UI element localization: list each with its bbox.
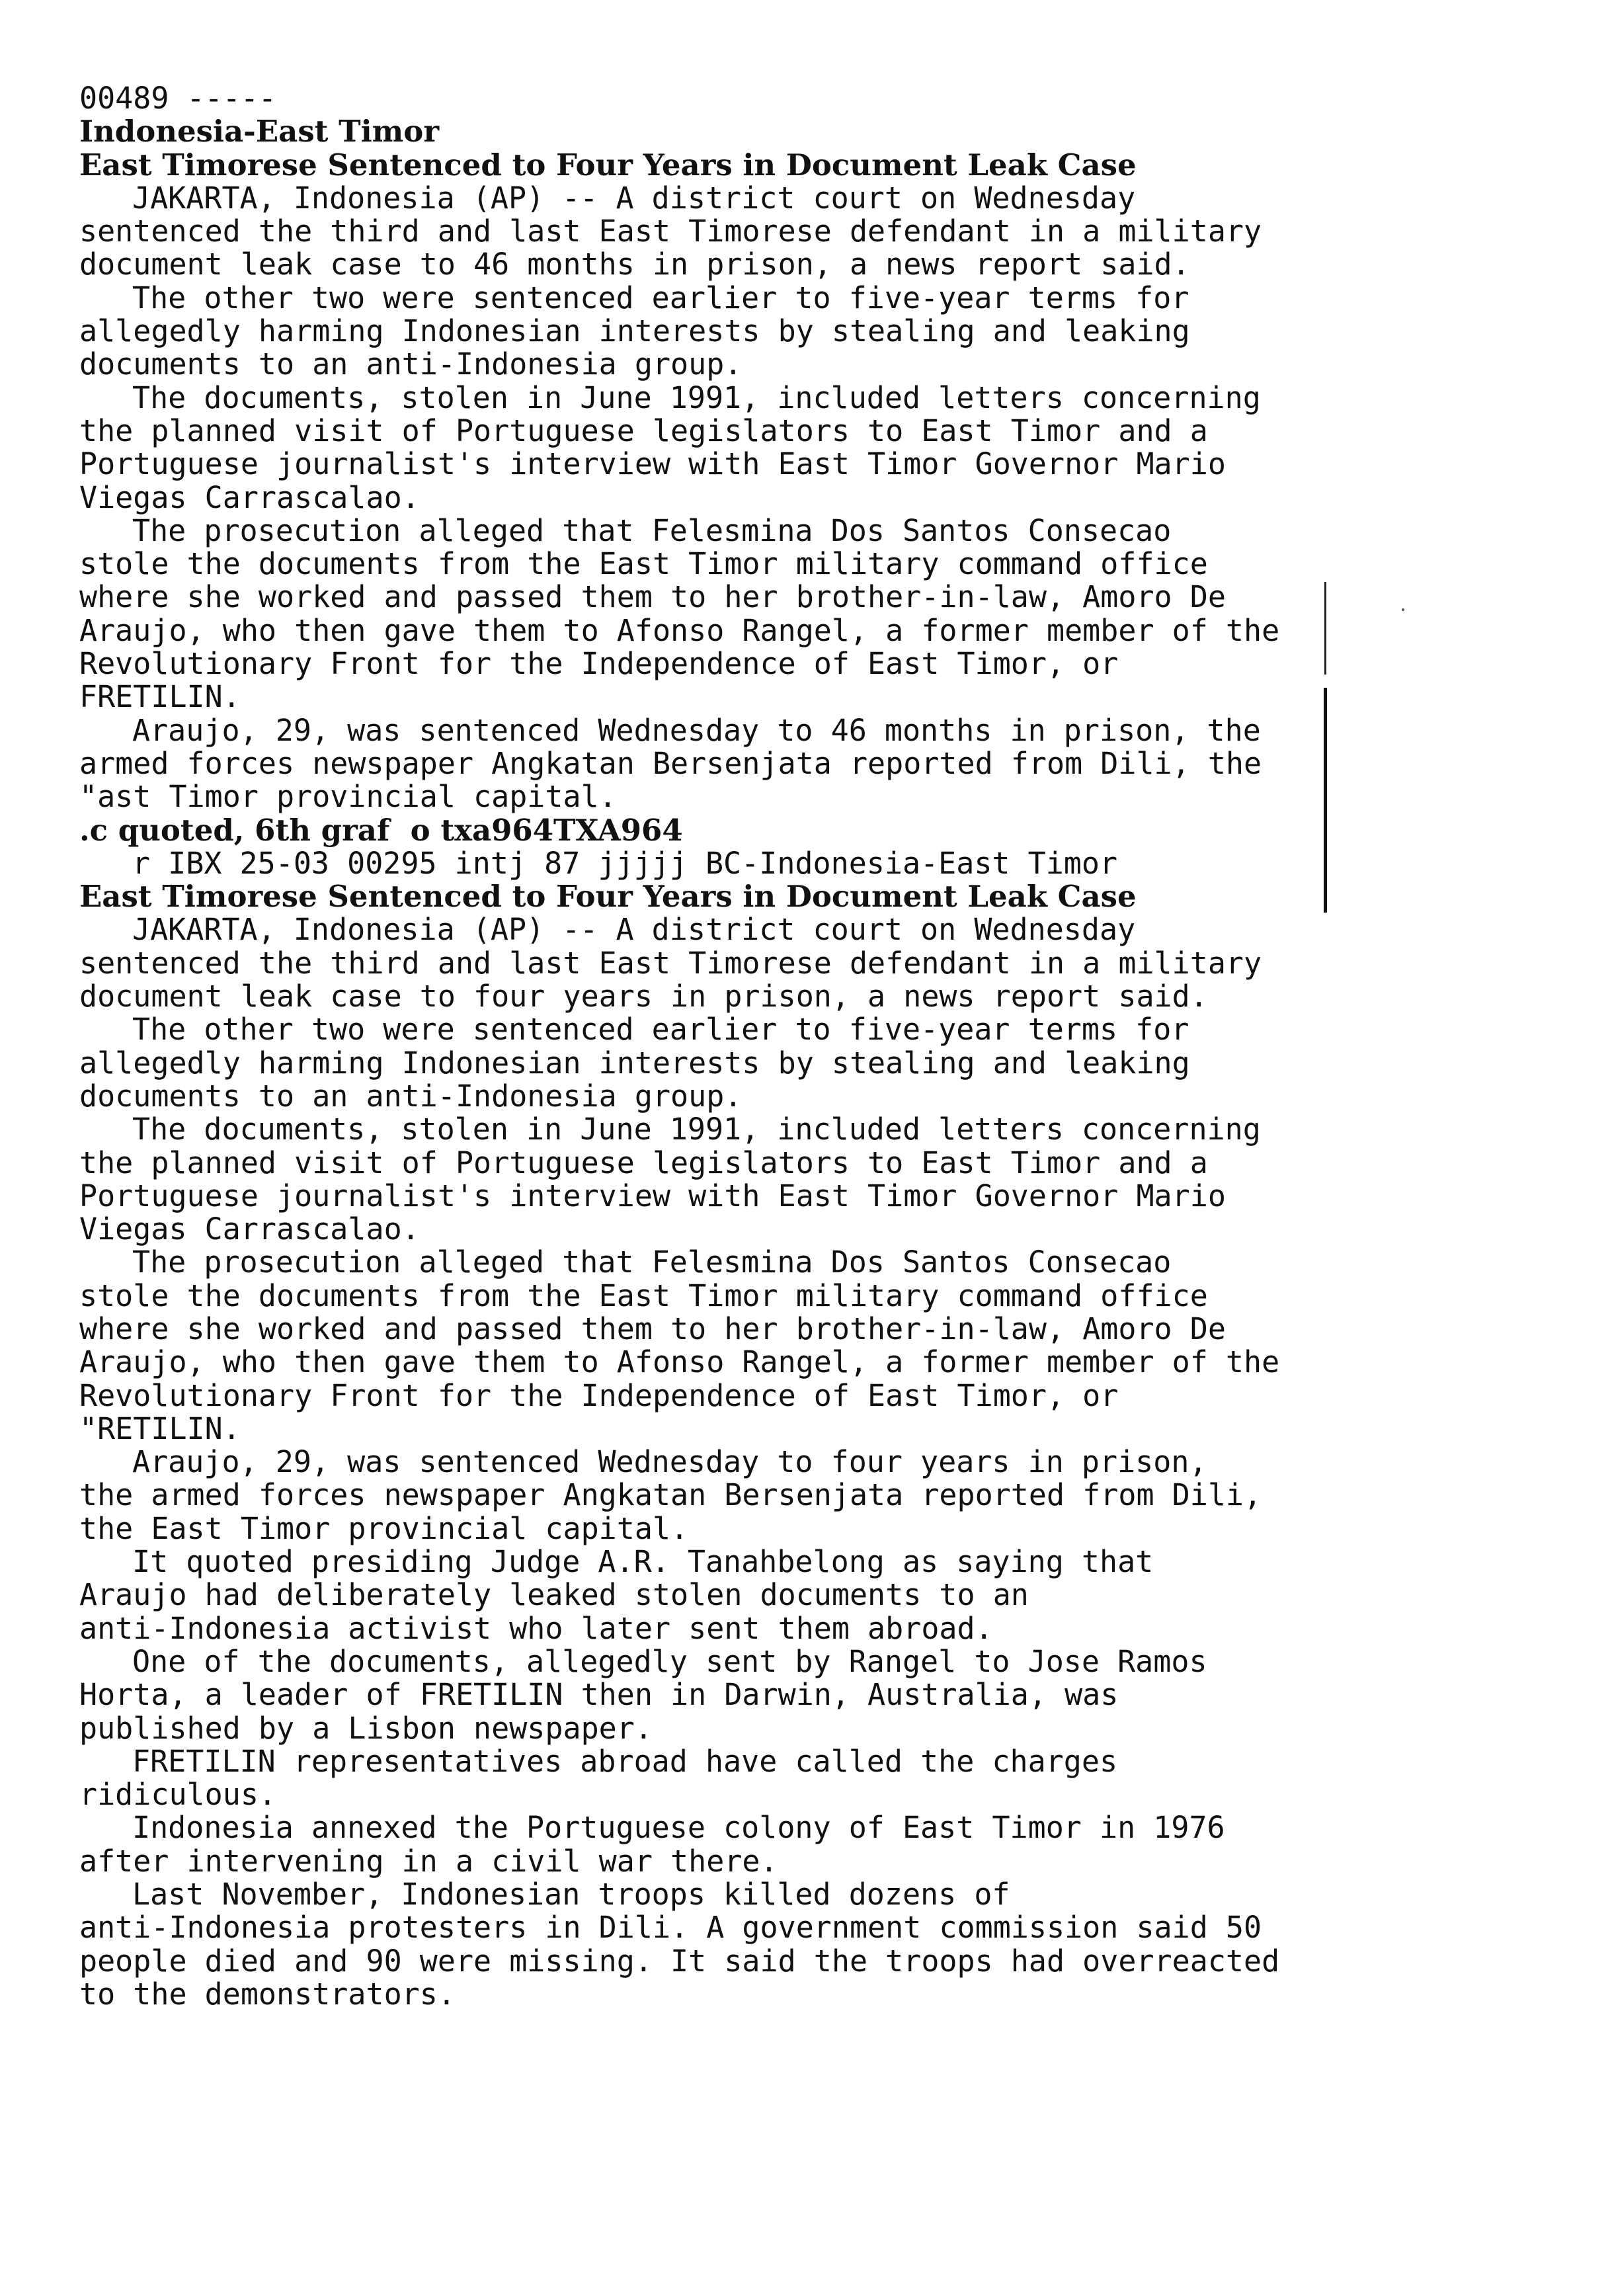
text-line: One of the documents, allegedly sent by Rangel to Jose Ramos (132, 1643, 1207, 1679)
margin-speck (1402, 608, 1404, 611)
text-line: FRETILIN. (79, 679, 241, 715)
text-line: It quoted presiding Judge A.R. Tanahbelong as saying that (132, 1544, 1154, 1580)
text-line: anti-Indonesia protesters in Dili. A government commission said 50 (79, 1910, 1262, 1946)
heading-line: Indonesia-East Timor (79, 114, 440, 149)
text-line: the armed forces newspaper Angkatan Bersenjata reported from Dili, (79, 1477, 1262, 1513)
text-line: Portuguese journalist's interview with East Timor Governor Mario (79, 446, 1226, 482)
text-line: the planned visit of Portuguese legislators to East Timor and a (79, 1145, 1208, 1180)
text-line: document leak case to four years in prison, a news report said. (79, 979, 1208, 1014)
text-line: Horta, a leader of FRETILIN then in Darwin, Australia, was (79, 1677, 1119, 1713)
text-line: the planned visit of Portuguese legislators to East Timor and a (79, 413, 1208, 448)
text-line: Last November, Indonesian troops killed dozens of (132, 1877, 1010, 1912)
text-line: the East Timor provincial capital. (79, 1510, 689, 1546)
text-line: stole the documents from the East Timor military command office (79, 1278, 1208, 1313)
text-line: FRETILIN representatives abroad have called the charges (132, 1743, 1118, 1779)
text-line: "RETILIN. (79, 1411, 241, 1446)
text-line: Araujo, who then gave them to Afonso Rangel, a former member of the (79, 1344, 1280, 1380)
text-line: ridiculous. (79, 1777, 277, 1813)
text-line: The other two were sentenced earlier to five-year terms for (132, 1012, 1189, 1047)
text-line: The prosecution alleged that Felesmina Dos Santos Consecao (132, 1245, 1172, 1280)
text-line: The documents, stolen in June 1991, included letters concerning (132, 380, 1261, 415)
heading-line: East Timorese Sentenced to Four Years in Document Leak Case (79, 879, 1137, 915)
text-line: published by a Lisbon newspaper. (79, 1710, 653, 1746)
text-line: Araujo, 29, was sentenced Wednesday to 46 months in prison, the (132, 712, 1261, 748)
margin-mark-thick (1324, 688, 1327, 913)
text-line: allegedly harming Indonesian interests by stealing and leaking (79, 1045, 1190, 1081)
text-line: documents to an anti-Indonesia group. (79, 1078, 743, 1114)
text-line: document leak case to 46 months in prison, a news report said. (79, 247, 1190, 282)
text-line: Araujo had deliberately leaked stolen documents to an (79, 1577, 1029, 1613)
text-line: The other two were sentenced earlier to five-year terms for (132, 280, 1189, 315)
heading-line: .c quoted, 6th graf o txa964TXA964 (79, 812, 683, 848)
text-line: "ast Timor provincial capital. (79, 779, 617, 815)
text-line: 00489 ----- (79, 81, 277, 116)
text-line: people died and 90 were missing. It said the troops had overreacted (79, 1943, 1280, 1979)
text-line: where she worked and passed them to her brother-in-law, Amoro De (79, 1311, 1226, 1346)
text-line: armed forces newspaper Angkatan Bersenjata reported from Dili, the (79, 745, 1262, 781)
text-line: to the demonstrators. (79, 1976, 456, 2012)
text-line: allegedly harming Indonesian interests by stealing and leaking (79, 313, 1190, 349)
text-line: Portuguese journalist's interview with East Timor Governor Mario (79, 1178, 1226, 1213)
text-line: Viegas Carrascalao. (79, 479, 420, 515)
text-line: JAKARTA, Indonesia (AP) -- A district court on Wednesday (132, 180, 1136, 216)
text-line: The prosecution alleged that Felesmina Dos Santos Consecao (132, 512, 1172, 548)
text-line: r IBX 25-03 00295 intj 87 jjjjj BC-Indonesia-East Timor (132, 845, 1118, 881)
text-line: stole the documents from the East Timor military command office (79, 546, 1208, 582)
heading-line: East Timorese Sentenced to Four Years in Document Leak Case (79, 147, 1137, 183)
text-line: Viegas Carrascalao. (79, 1211, 420, 1247)
text-line: Indonesia annexed the Portuguese colony of East Timor in 1976 (132, 1810, 1225, 1846)
document-body (79, 82, 1534, 2011)
text-line: Araujo, 29, was sentenced Wednesday to four years in prison, (132, 1444, 1207, 1480)
text-line: sentenced the third and last East Timorese defendant in a military (79, 214, 1262, 249)
margin-mark-thin (1324, 582, 1326, 675)
text-line: anti-Indonesia activist who later sent them abroad. (79, 1610, 993, 1646)
text-line: JAKARTA, Indonesia (AP) -- A district court on Wednesday (132, 912, 1136, 948)
text-line: Revolutionary Front for the Independence of East Timor, or (79, 646, 1119, 682)
text-line: documents to an anti-Indonesia group. (79, 347, 743, 382)
text-line: sentenced the third and last East Timorese defendant in a military (79, 945, 1262, 981)
text-line: Revolutionary Front for the Independence of East Timor, or (79, 1377, 1119, 1413)
text-line: Araujo, who then gave them to Afonso Rangel, a former member of the (79, 612, 1280, 648)
text-line: The documents, stolen in June 1991, included letters concerning (132, 1112, 1261, 1147)
text-line: where she worked and passed them to her brother-in-law, Amoro De (79, 579, 1226, 615)
text-line: after intervening in a civil war there. (79, 1843, 778, 1879)
